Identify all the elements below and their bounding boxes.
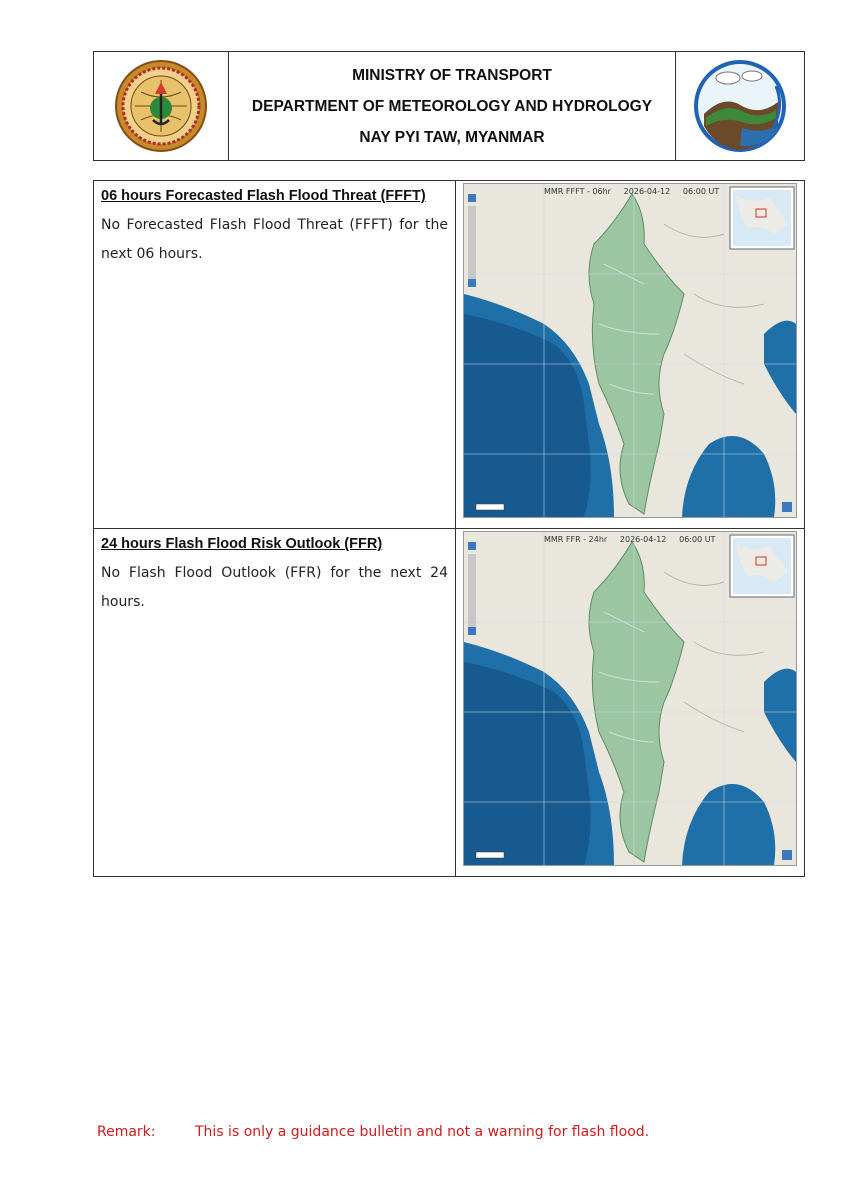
ffr-text-cell: [94, 529, 456, 876]
hydrology-cycle-icon: [690, 56, 790, 156]
zoom-out-icon[interactable]: [468, 627, 476, 635]
ffft-map-image: [464, 184, 796, 517]
letterhead-title: [229, 52, 675, 160]
ffr-row: [94, 529, 804, 876]
ffr-map-image: [464, 532, 796, 865]
ffft-heading: 06 hours Forecasted Flash Flood Threat (FFFT): [101, 188, 426, 204]
ffr-heading: 24 hours Flash Flood Risk Outlook (FFR): [101, 536, 383, 552]
ffr-map: [463, 531, 797, 866]
ffft-description: No Forecasted Flash Flood Threat (FFFT) for the next 06 hours.: [101, 217, 448, 262]
ministry-name: MINISTRY OF TRANSPORT: [352, 66, 552, 84]
download-icon[interactable]: [782, 502, 792, 512]
location: NAY PYI TAW, MYANMAR: [359, 128, 545, 146]
ffft-map: [463, 183, 797, 518]
ffft-map-cell: [456, 181, 804, 528]
ffr-map-caption: MMR FFR - 24hr 2026-04-12 06:00 UT: [544, 535, 716, 544]
letterhead: [93, 51, 805, 161]
right-logo-cell: [675, 52, 804, 160]
ffft-text-cell: [94, 181, 456, 528]
zoom-in-icon[interactable]: [468, 194, 476, 202]
ffft-row: [94, 181, 804, 529]
ffft-map-caption: MMR FFFT - 06hr 2026-04-12 06:00 UT: [544, 187, 720, 196]
remark: [97, 1124, 649, 1140]
department-name: DEPARTMENT OF METEOROLOGY AND HYDROLOGY: [251, 97, 653, 115]
zoom-in-icon[interactable]: [468, 542, 476, 550]
left-logo-cell: [94, 52, 229, 160]
ffr-map-cell: [456, 529, 804, 876]
remark-label: Remark:: [97, 1124, 156, 1140]
zoom-out-icon[interactable]: [468, 279, 476, 287]
forecast-table: [93, 180, 805, 877]
remark-text: This is only a guidance bulletin and not a warning for flash flood.: [195, 1124, 650, 1140]
ministry-emblem-icon: [113, 58, 209, 154]
ffr-description: No Flash Flood Outlook (FFR) for the next 24 hours.: [101, 565, 448, 610]
download-icon[interactable]: [782, 850, 792, 860]
